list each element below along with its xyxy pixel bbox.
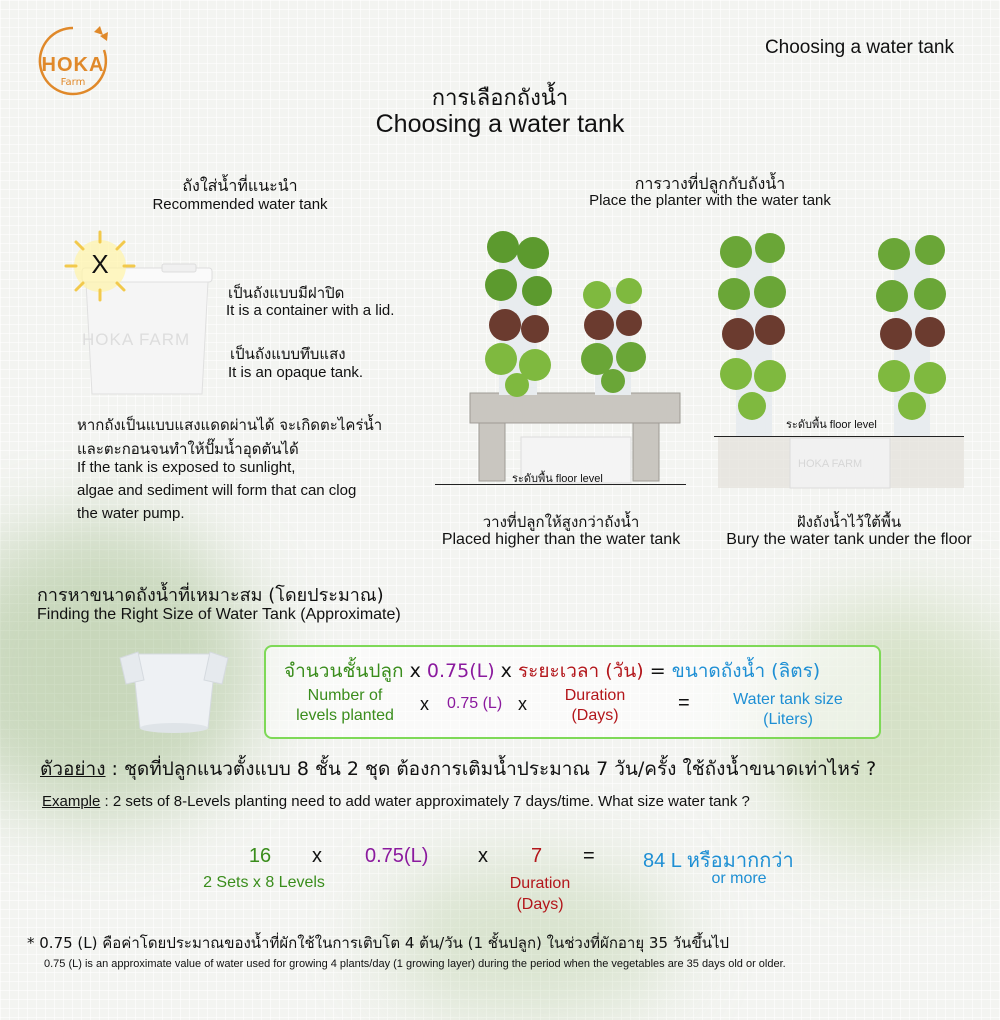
calc-days: 7 (531, 845, 543, 867)
warning-line: the water pump. (77, 505, 185, 522)
formula-result-th: ขนาดถังน้ำ (ลิตร) (671, 660, 821, 682)
tank-watermark: HOKA FARM (82, 330, 191, 349)
example-en (42, 793, 750, 810)
formula-line: Number of (307, 687, 383, 704)
formula-times: x (518, 694, 527, 714)
formula-line: (Days) (571, 707, 619, 724)
calc-days-note (490, 873, 590, 915)
calc-times: x (478, 845, 488, 867)
formula-levels-en (278, 686, 412, 726)
tank-watermark: HOKA FARM (798, 458, 863, 470)
logo-name: HOKA (41, 54, 105, 76)
formula-factor-en: 0.75 (L) (447, 695, 503, 712)
option2-label-en: Bury the water tank under the floor (726, 531, 972, 548)
warning-text-th (77, 413, 382, 461)
page-title-th: การเลือกถังน้ำ (431, 86, 569, 111)
placement-heading-th: การวางที่ปลูกกับถังน้ำ (634, 174, 786, 193)
lid-text-th: เป็นถังแบบมีฝาปิด (228, 284, 345, 302)
example-th (40, 754, 876, 784)
example-text-en: : 2 sets of 8-Levels planting need to add water approximately 7 days/time. What size water tank ? (104, 793, 750, 810)
logo-subtitle: Farm (60, 77, 86, 88)
warning-line: หากถังเป็นแบบแสงแดดผ่านได้ จะเกิดตะไคร่น้ำ (77, 416, 383, 434)
formula-times: x (409, 660, 421, 682)
calc-factor: 0.75(L) (365, 845, 429, 867)
formula-line: Duration (564, 687, 626, 704)
raised-planter-illustration (465, 225, 690, 490)
formula-duration-th: ระยะเวลา (วัน) (517, 660, 644, 682)
formula-equals: = (649, 660, 666, 682)
calc-days-note-line: Duration (509, 875, 571, 892)
planter-pot-icon (118, 640, 230, 736)
page-title-en: Choosing a water tank (375, 110, 625, 138)
opaque-text-en: It is an opaque tank. (228, 364, 364, 381)
recommended-heading-en: Recommended water tank (152, 196, 328, 213)
lid-text-en: It is a container with a lid. (226, 302, 395, 319)
warning-line: และตะกอนจนทำให้ปั๊มน้ำอุดตันได้ (77, 440, 299, 458)
calc-levels: 16 (248, 845, 272, 867)
buried-tank-illustration (712, 230, 964, 490)
option1-label-en: Placed higher than the water tank (441, 531, 681, 548)
recommended-heading-th: ถังใส่น้ำที่แนะนำ (182, 176, 298, 195)
formula-line: (Liters) (763, 711, 813, 728)
calc-result-note: or more (711, 870, 767, 887)
floor-level-label: ระดับพื้น floor level (512, 473, 603, 485)
floor-line (714, 436, 964, 437)
formula-factor-th: 0.75(L) (426, 660, 495, 682)
formula-result-en (706, 690, 870, 730)
formula-th (284, 656, 820, 686)
sun-cross-mark: X (91, 249, 109, 279)
warning-line: algae and sediment will form that can clog (77, 482, 357, 499)
example-label-th: ตัวอย่าง (40, 758, 106, 780)
formula-line: levels planted (296, 707, 394, 724)
sizing-heading-en: Finding the Right Size of Water Tank (Approximate) (37, 606, 401, 623)
calc-levels-note: 2 Sets x 8 Levels (203, 874, 325, 891)
calc-result: 84 L หรือมากกว่า (643, 850, 794, 872)
calc-days-note-line: (Days) (516, 896, 564, 913)
formula-equals: = (678, 692, 690, 714)
formula-times: x (420, 694, 429, 714)
option1-label-th: วางที่ปลูกให้สูงกว่าถังน้ำ (482, 513, 640, 531)
footnote-th: * 0.75 (L) คือค่าโดยประมาณของน้ำที่ผักใช้ในการเติบโต 4 ต้น/วัน (1 ชั้นปลูก) ในช่วงที่ผักอายุ 35 วันขึ้นไป (27, 934, 730, 952)
sizing-heading-th: การหาขนาดถังน้ำที่เหมาะสม (โดยประมาณ) (37, 585, 384, 606)
placement-heading-en: Place the planter with the water tank (589, 192, 831, 209)
corner-title: Choosing a water tank (764, 37, 954, 58)
warning-text-en (77, 456, 356, 525)
calc-times: x (312, 845, 322, 867)
warning-line: If the tank is exposed to sunlight, (77, 459, 296, 476)
opaque-text-th: เป็นถังแบบทึบแสง (230, 345, 346, 363)
option2-label-th: ฝังถังน้ำไว้ใต้พื้น (796, 513, 902, 531)
example-label-en: Example (42, 793, 101, 810)
calc-equals: = (583, 845, 595, 867)
footnote-en: 0.75 (L) is an approximate value of water used for growing 4 plants/day (1 growing layer) during the period when the vegetables are 35 days old or older. (44, 958, 786, 970)
formula-levels-th: จำนวนชั้นปลูก (284, 660, 404, 682)
example-text-th: : ชุดที่ปลูกแนวตั้งแบบ 8 ชั้น 2 ชุด ต้องการเติมน้ำประมาณ 7 วัน/ครั้ง ใช้ถังน้ำขนาดเท่าไหร่ ? (111, 758, 877, 780)
formula-times: x (500, 660, 512, 682)
formula-line: Water tank size (733, 691, 843, 708)
formula-duration-en (545, 686, 645, 726)
floor-level-label: ระดับพื้น floor level (786, 419, 877, 431)
